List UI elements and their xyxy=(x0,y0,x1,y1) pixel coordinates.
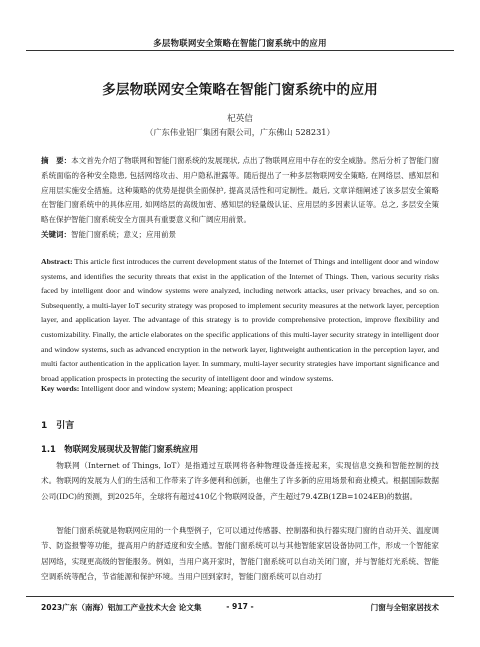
body-paragraph: 智能门窗系统就是物联网应用的一个典型例子，它可以通过传感器、控制器和执行器实现门窗的自动开关、温度调节、防盗报警等功能，提高用户的舒适度和安全感。智能门窗系统可以与其他智能家居设备协同工作，形成一个智能家居网络，实现更高级的智能服务。例如，当用户离开家时，智能门窗系统可以自动关闭门窗，并与智能灯光系统、智能空调系统等配合，节省能源和保护环境。当用户回到家时，智能门窗系统可以自动打 xyxy=(41,526,439,582)
body-paragraph: 物联网（Internet of Things, IoT）是指通过互联网将各种物理设备连接起来，实现信息交换和智能控制的技术。物联网的发展为人们的生活和工作带来了许多便利和创新，也催生了许多新的应用场景和商业模式。根据国际数据公司(IDC)的预测，到2025年，全球将有超过410亿个物联网设备，产生超过79.4ZB(1ZB=1024EB)的数据。 xyxy=(41,461,439,501)
section-heading: 1 引言 xyxy=(41,421,75,431)
affiliation: （广东伟业铝厂集团有限公司，广东佛山 528231） xyxy=(145,127,335,137)
abstract-cn-text: 本文首先介绍了物联网和智能门窗系统的发展现状, 点出了物联网应用中存在的安全威胁。然后分析了智能门窗系统面临的各种安全隐患, 包括网络攻击、用户隐私泄露等。随后提出了一种多层物联网安全策略, 在网络层、感知层和应用层实施安全措施。这种策略的优势是提供全面保护, 提高灵活性和可定制性。最后, 文章详细阐述了该多层安全策略在智能门窗系统中的具体应用, 如网络层的高级加密、感知层的轻量级认证、应用层的多因素认证等。总之, 多层安全策略在保护智能门窗系统安全方面具有重要意义和广阔应用前景。 xyxy=(41,156,440,225)
header-divider xyxy=(26,50,454,51)
abstract-en-text: This article first introduces the current development status of the Internet of Things and intelligent door and window systems, and identifies the security threats that exist in the application of the Internet of Things. Then, various security risks faced by intelligent door and window systems were analyzed, including network attacks, user privacy breaches, and so on. Subsequently, a multi-layer IoT security strategy was proposed to implement security measures at the network layer, perception layer, and application layer. The advantage of this strategy is to provide comprehensive protection, improve flexibility and customizability. Finally, the article elaborates on the specific applications of this multi-layer security strategy in intelligent door and window systems, such as advanced encryption in the network layer, lightweight authentication in the perception layer, and multi factor authentication in the application layer. In summary, multi-layer security strategies have important significance and broad application prospects in protecting the security of intelligent door and window systems. xyxy=(41,257,440,383)
footer-divider xyxy=(26,596,454,597)
page-number: - 917 - xyxy=(226,602,254,611)
footer-section: 门窗与全铝家居技术 xyxy=(370,603,439,612)
keywords-cn-text: 智能门窗系统；意义；应用前景 xyxy=(71,230,176,239)
running-head: 多层物联网安全策略在智能门窗系统中的应用 xyxy=(153,38,327,48)
keywords-en-text: Intelligent door and window system; Meaning; application prospect xyxy=(81,384,293,393)
abstract-cn xyxy=(41,154,439,228)
abstract-en xyxy=(41,255,439,386)
keywords-cn xyxy=(41,228,439,243)
abstract-en-label: Abstract: xyxy=(41,257,73,266)
keywords-cn-label: 关键词： xyxy=(41,230,71,239)
subsection-heading: 1.1 物联网发展现状及智能门窗系统应用 xyxy=(41,444,199,454)
author: 杞英信 xyxy=(227,114,253,124)
abstract-cn-label: 摘 要： xyxy=(41,156,72,165)
keywords-en-label: Key words: xyxy=(41,384,80,393)
paper-title: 多层物联网安全策略在智能门窗系统中的应用 xyxy=(102,82,378,98)
footer-proceedings: 2023广东（南海）铝加工产业技术大会 论文集 xyxy=(41,603,202,612)
keywords-en xyxy=(41,382,439,397)
